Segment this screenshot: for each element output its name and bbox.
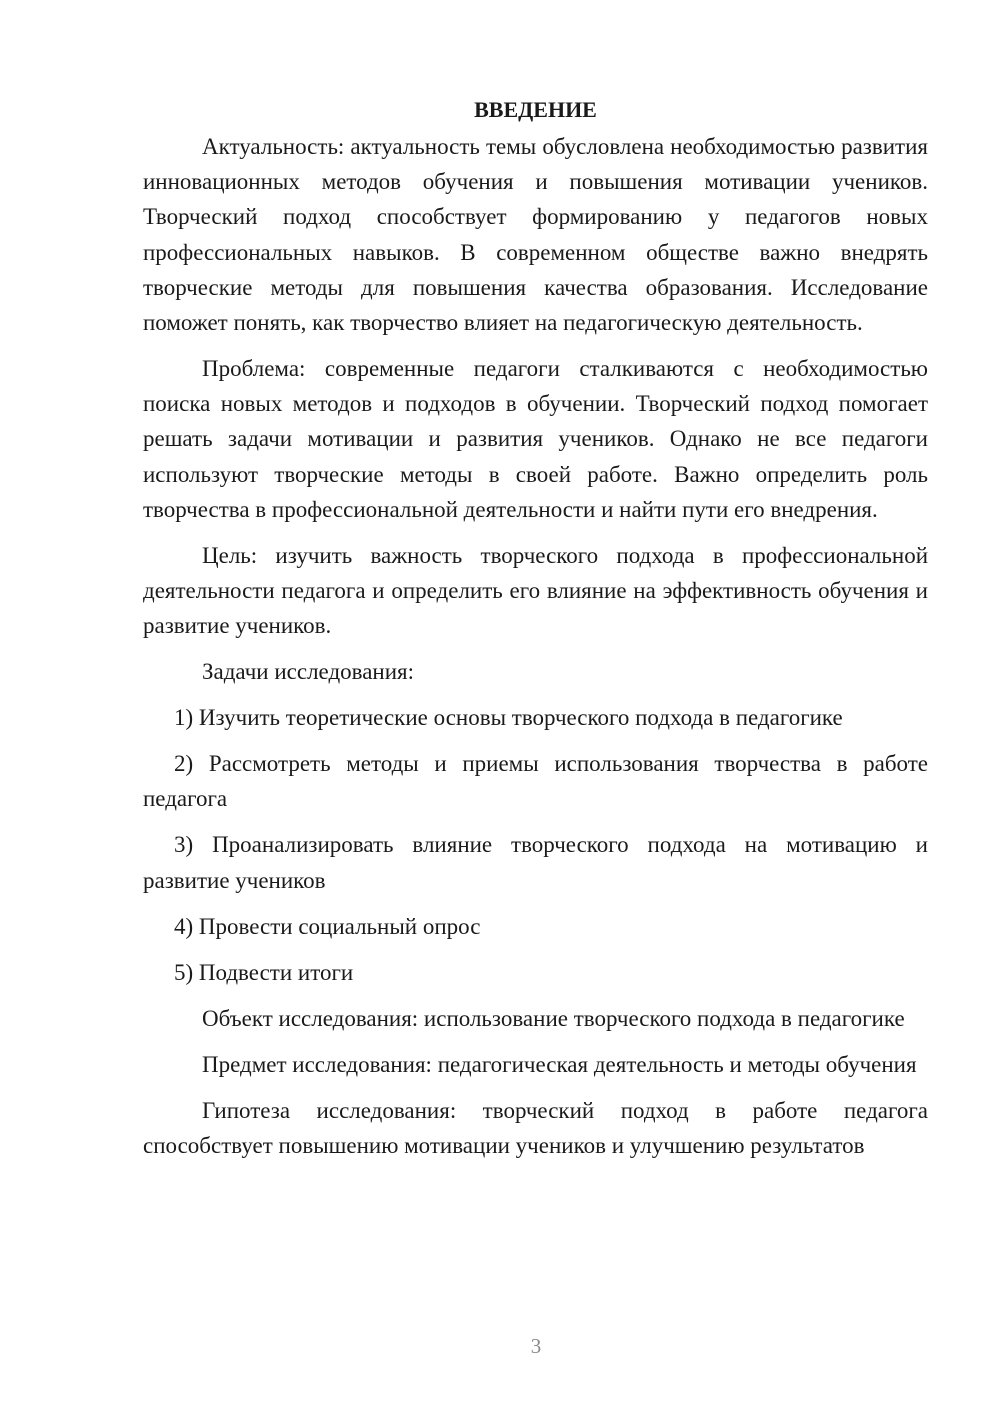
goal-paragraph: Цель: изучить важность творческого подхода в профессиональной деятельности педагога и определить его влияние на эффективность обучения и развитие учеников. [143,542,928,639]
task-item-1: 1) Изучить теоретические основы творческого подхода в педагогике [174,705,843,731]
task-item-2: 2) Рассмотреть методы и приемы использования творчества в работе педагога [143,751,928,812]
subject-paragraph: Предмет исследования: педагогическая деятельность и методы обучения [202,1051,917,1077]
tasks-heading: Задачи исследования: [202,659,415,685]
section-title: ВВЕДЕНИЕ [474,97,597,122]
relevance-paragraph: Актуальность: актуальность темы обусловлена необходимостью развития инновационных методов обучения и повышения мотивации учеников. Творческий подход способствует формированию у педагогов новых профессиональных навыков. В современном обществе важно внедрять творческие методы для повышения качества образования. Исследование поможет понять, как творчество влияет на педагогическую деятельность. [143,134,928,336]
problem-paragraph: Проблема: современные педагоги сталкиваются с необходимостью поиска новых методов и подходов в обучении. Творческий подход помогает решать задачи мотивации и развития учеников. Однако не все педагоги используют творческие методы в своей работе. Важно определить роль творчества в профессиональной деятельности и найти пути его внедрения. [143,356,928,522]
page-content [143,92,928,1174]
task-item-3: 3) Проанализировать влияние творческого подхода на мотивацию и развитие учеников [143,832,928,893]
object-paragraph: Объект исследования: использование творческого подхода в педагогике [202,1005,905,1031]
page-number: 3 [530,1334,542,1358]
task-item-5: 5) Подвести итоги [174,959,354,985]
hypothesis-paragraph: Гипотеза исследования: творческий подход в работе педагога способствует повышению мотивации учеников и улучшению результатов [143,1097,928,1158]
task-item-4: 4) Провести социальный опрос [174,913,481,939]
